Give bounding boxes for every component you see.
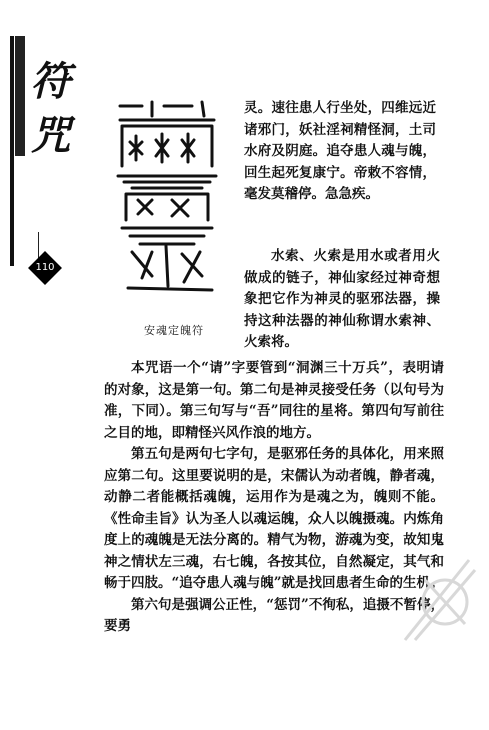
paragraph: 第六句是强调公正性，“惩罚”不徇私，追摄不暂停，要勇 bbox=[104, 596, 444, 634]
commentary-intro-paragraph: 水索、火索是用水或者用火做成的链子，神仙家经过神奇想象把它作为神灵的驱邪法器，操持这种法器的神仙称谓水索神、火索将。 bbox=[244, 248, 440, 350]
poem-text: 灵。速往患人行坐处，四维远近诸邪门，妖社淫祠精怪洞，土司水府及阴庭。追夺患人魂与魄，回生起死复康宁。帝敕不容情，毫发莫稽停。急急疾。 bbox=[244, 100, 436, 202]
talisman-seal-image bbox=[112, 96, 222, 296]
margin-bar bbox=[10, 36, 14, 266]
paragraph: 本咒语一个“请”字要管到“洞渊三十万兵”，表明请的对象，这是第一句。第二句是神灵接受任务（以句号为准，下同）。第三句写与“吾”同往的星将。第四句写前往之目的地，即精怪兴风作浪的地方。 bbox=[104, 360, 444, 441]
body-text bbox=[104, 358, 444, 638]
talisman-caption: 安魂定魄符 bbox=[144, 324, 204, 337]
library-watermark-stamp bbox=[395, 540, 479, 650]
section-title: 符咒 bbox=[24, 60, 71, 168]
commentary-intro bbox=[244, 246, 440, 354]
page-number: 110 bbox=[35, 262, 55, 273]
paragraph: 第五句是两句七字句，是驱邪任务的具体化，用来照应第二句。这里要说明的是，宋儒认为动者魄，静者魂，动静二者能概括魂魄，运用作为是魂之为，魄则不能。《性命圭旨》认为圣人以魂运魄，众人以魄摄魂。内炼角度上的魂魄是无法分离的。精气为物，游魂为变，故知鬼神之情状左三魂，右七魄，各按其位，自然凝定，其气和畅于四肢。“追夺患人魂与魄”就是找回患者生命的生机。 bbox=[104, 446, 444, 591]
